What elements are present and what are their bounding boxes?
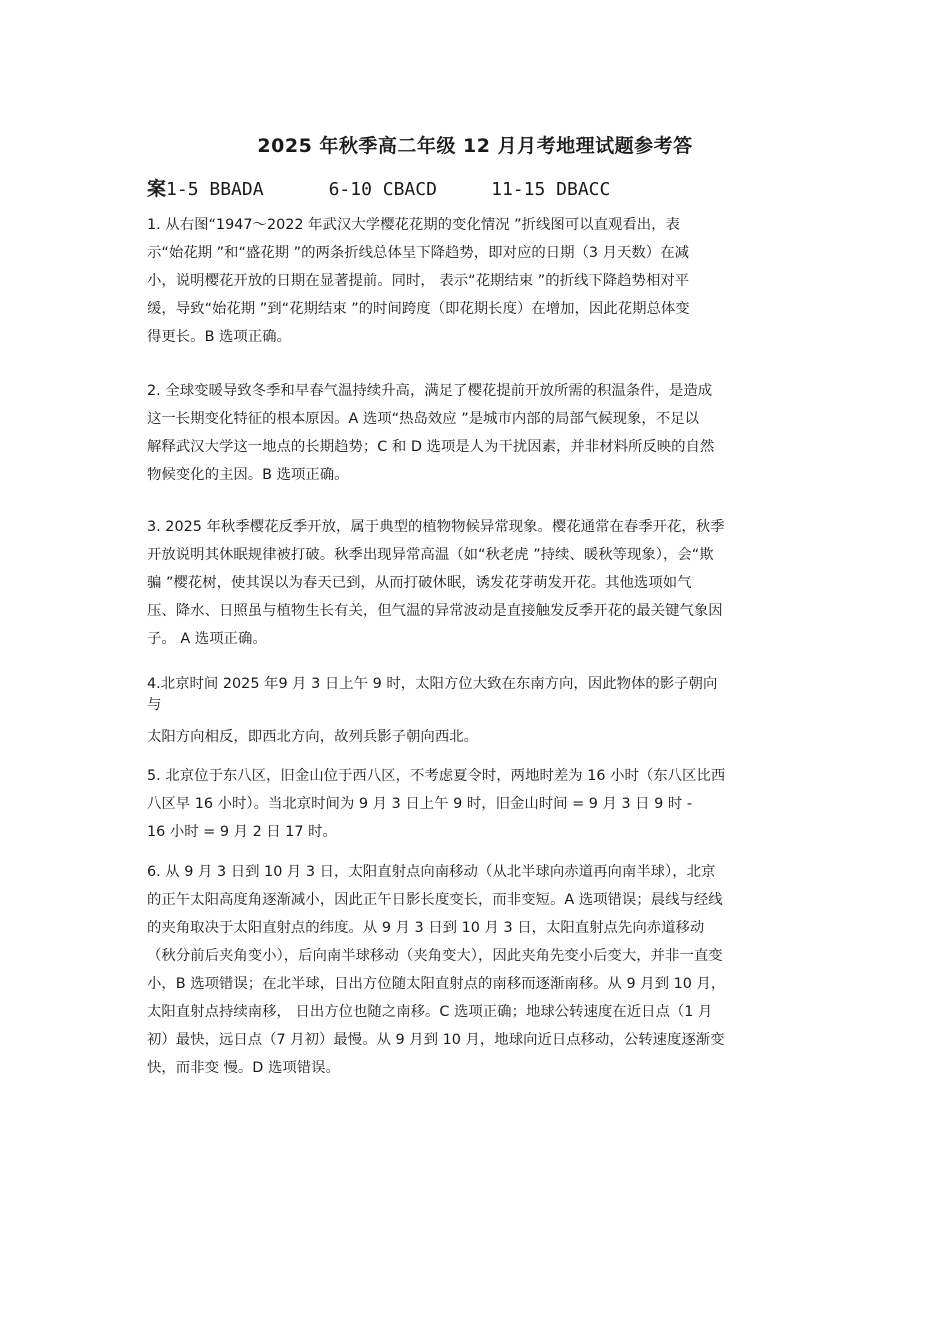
explanation-line: 这一长期变化特征的根本原因。A 选项“热岛效应 ”是城市内部的局部气候现象，不足以 (147, 411, 699, 427)
explanation-line: 快，而非变 慢。D 选项错误。 (147, 1060, 340, 1076)
explanation-line: 物候变化的主因。B 选项正确。 (147, 467, 349, 483)
explanation-line: 与 (147, 697, 162, 713)
explanation-line: 5. 北京位于东八区，旧金山位于西八区，不考虑夏令时，两地时差为 16 小时（东八区比西 (147, 768, 726, 784)
explanation-2 (147, 377, 827, 489)
explanation-line: 太阳方向相反，即西北方向，故列兵影子朝向西北。 (147, 729, 478, 745)
explanation-line: 得更长。B 选项正确。 (147, 329, 291, 345)
explanation-line: 的夹角取决于太阳直射点的纬度。从 9 月 3 日到 10 月 3 日，太阳直射点先向赤道移动 (147, 920, 705, 936)
explanation-line: 1. 从右图“1947～2022 年武汉大学樱花花期的变化情况 ”折线图可以直观看出，表 (147, 217, 680, 233)
explanation-4-continuation (147, 723, 827, 751)
explanation-line: 2. 全球变暖导致冬季和早春气温持续升高，满足了樱花提前开放所需的积温条件，是造成 (147, 383, 713, 399)
explanation-line: 小，B 选项错误；在北半球，日出方位随太阳直射点的南移而逐渐南移。从 9 月到 10 月， (147, 976, 726, 992)
explanation-line: 示“始花期 ”和“盛花期 ”的两条折线总体呈下降趋势，即对应的日期（3 月天数）在减 (147, 245, 689, 261)
explanation-line: 4.北京时间 2025 年9 月 3 日上午 9 时，太阳方位大致在东南方向，因此物体的影子朝向 (147, 676, 718, 692)
explanation-3 (147, 513, 827, 653)
explanation-line: 3. 2025 年秋季樱花反季开放，属于典型的植物物候异常现象。樱花通常在春季开花，秋季 (147, 519, 725, 535)
explanation-line: 骗 ”樱花树，使其误以为春天已到，从而打破休眠，诱发花芽萌发开花。其他选项如气 (147, 575, 692, 591)
explanation-6 (147, 858, 827, 1082)
answer-key-groups: 1-5 BBADA 6-10 CBACD 11-15 DBACC (166, 179, 611, 200)
explanation-5 (147, 762, 827, 846)
explanation-line: 解释武汉大学这一地点的长期趋势；C 和 D 选项是人为干扰因素，并非材料所反映的自然 (147, 439, 715, 455)
explanation-4 (147, 674, 827, 716)
explanation-line: 压、降水、日照虽与植物生长有关，但气温的异常波动是直接触发反季开花的最关键气象因 (147, 603, 723, 619)
answer-key (147, 174, 610, 201)
explanation-line: 太阳直射点持续南移， 日出方位也随之南移。C 选项正确；地球公转速度在近日点（1 月 (147, 1004, 713, 1020)
explanation-line: 小，说明樱花开放的日期在显著提前。同时， 表示“花期结束 ”的折线下降趋势相对平 (147, 273, 690, 289)
explanation-1 (147, 211, 827, 351)
answer-key-lead: 案 (147, 178, 167, 200)
explanation-line: 16 小时 = 9 月 2 日 17 时。 (147, 824, 337, 840)
explanation-line: 缓，导致“始花期 ”到“花期结束 ”的时间跨度（即花期长度）在增加，因此花期总体变 (147, 301, 690, 317)
explanation-line: 开放说明其休眠规律被打破。秋季出现异常高温（如“秋老虎 ”持续、暖秋等现象），会“欺 (147, 547, 714, 563)
explanation-line: 的正午太阳高度角逐渐减小，因此正午日影长度变长，而非变短。A 选项错误；晨线与经线 (147, 892, 723, 908)
explanation-line: 八区早 16 小时）。当北京时间为 9 月 3 日上午 9 时，旧金山时间 = 9 月 3 日 9 时 - (147, 796, 693, 812)
explanation-line: 初）最快，远日点（7 月初）最慢。从 9 月到 10 月，地球向近日点移动，公转速度逐渐变 (147, 1032, 725, 1048)
explanation-line: 6. 从 9 月 3 日到 10 月 3 日，太阳直射点向南移动（从北半球向赤道再向南半球），北京 (147, 864, 716, 880)
explanation-line: （秋分前后夹角变小），后向南半球移动（夹角变大），因此夹角先变小后变大，并非一直变 (147, 948, 723, 964)
explanation-line: 子。 A 选项正确。 (147, 631, 267, 647)
page-title: 2025 年秋季高二年级 12 月月考地理试题参考答 (257, 135, 693, 157)
